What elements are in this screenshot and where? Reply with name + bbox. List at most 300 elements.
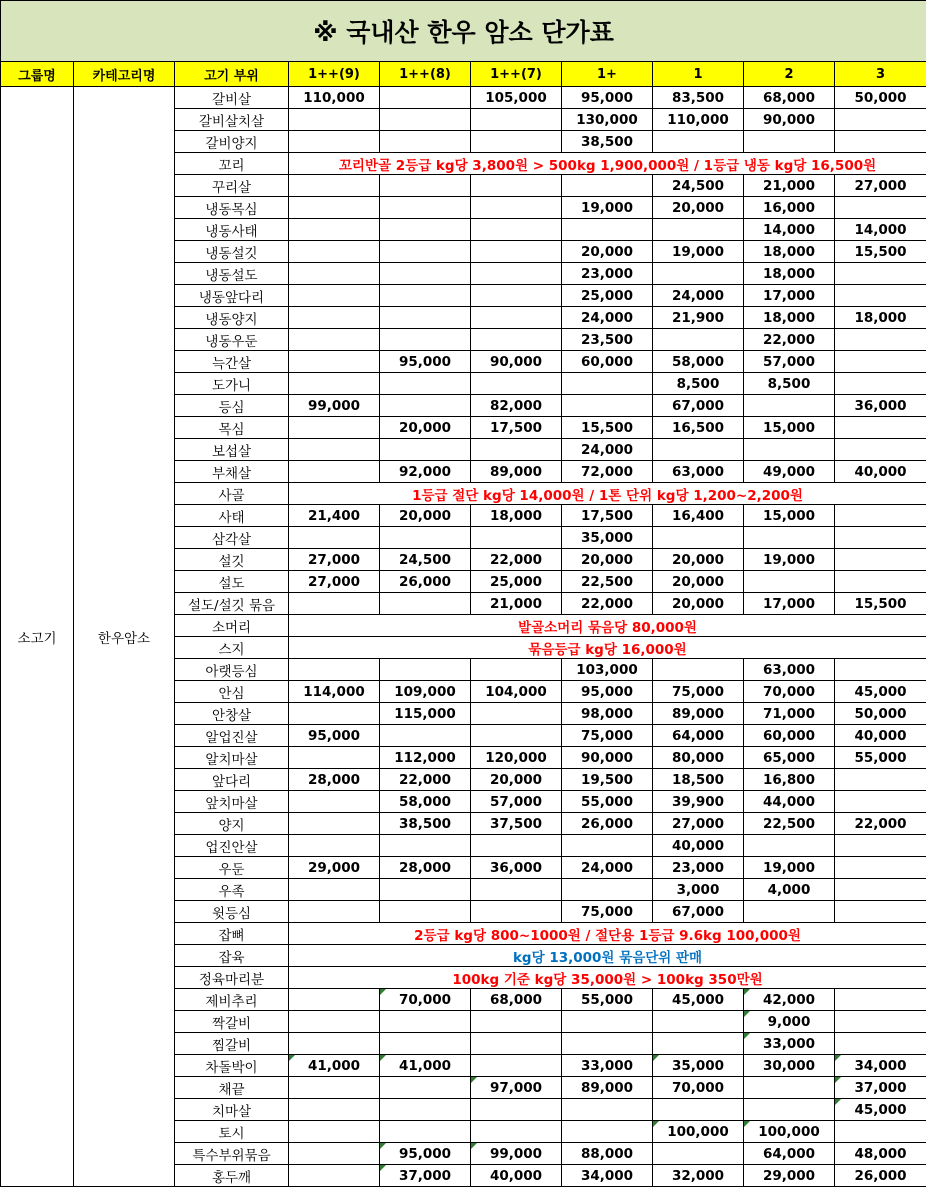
price-cell — [835, 989, 926, 1011]
price-cell: 130,000 — [562, 109, 653, 131]
price-cell: 20,000 — [562, 549, 653, 571]
price-cell — [380, 1077, 471, 1099]
part-cell: 냉동설깃 — [175, 241, 289, 263]
part-cell: 보섭살 — [175, 439, 289, 461]
price-cell: 90,000 — [744, 109, 835, 131]
price-cell: 21,000 — [471, 593, 562, 615]
price-cell: 89,000 — [653, 703, 744, 725]
part-cell: 냉동사태 — [175, 219, 289, 241]
price-cell — [653, 1143, 744, 1165]
price-cell: 15,500 — [835, 593, 926, 615]
price-cell: 18,000 — [471, 505, 562, 527]
price-cell — [835, 879, 926, 901]
price-cell: 16,500 — [653, 417, 744, 439]
price-cell: 38,500 — [562, 131, 653, 153]
price-cell — [471, 703, 562, 725]
price-cell — [471, 1033, 562, 1055]
price-cell: 34,000 — [562, 1165, 653, 1187]
price-cell: 20,000 — [380, 505, 471, 527]
price-cell: 41,000 — [380, 1055, 471, 1077]
price-cell: 8,500 — [744, 373, 835, 395]
price-cell: 34,000 — [835, 1055, 926, 1077]
part-cell: 아랫등심 — [175, 659, 289, 681]
part-cell: 치마살 — [175, 1099, 289, 1121]
price-cell — [289, 527, 380, 549]
part-cell: 설도 — [175, 571, 289, 593]
price-cell — [471, 901, 562, 923]
price-cell: 20,000 — [653, 549, 744, 571]
price-cell: 15,000 — [744, 505, 835, 527]
price-cell: 64,000 — [744, 1143, 835, 1165]
header-row — [1, 62, 926, 87]
price-cell: 30,000 — [744, 1055, 835, 1077]
price-cell — [835, 351, 926, 373]
part-cell: 스지 — [175, 637, 289, 659]
price-cell: 57,000 — [471, 791, 562, 813]
price-cell: 70,000 — [744, 681, 835, 703]
price-cell: 112,000 — [380, 747, 471, 769]
price-cell — [653, 659, 744, 681]
price-cell — [835, 109, 926, 131]
part-cell: 냉동앞다리 — [175, 285, 289, 307]
price-cell — [289, 417, 380, 439]
price-cell: 45,000 — [835, 1099, 926, 1121]
price-cell — [835, 527, 926, 549]
price-cell: 95,000 — [562, 681, 653, 703]
price-cell — [380, 1121, 471, 1143]
price-cell — [380, 593, 471, 615]
part-cell: 늑간살 — [175, 351, 289, 373]
price-cell: 18,000 — [744, 263, 835, 285]
price-cell — [289, 1165, 380, 1187]
price-cell — [653, 1033, 744, 1055]
price-cell — [471, 879, 562, 901]
price-cell: 63,000 — [744, 659, 835, 681]
price-cell — [653, 219, 744, 241]
price-cell — [471, 241, 562, 263]
part-cell: 냉동양지 — [175, 307, 289, 329]
price-cell — [380, 835, 471, 857]
price-cell: 19,000 — [744, 857, 835, 879]
price-cell: 63,000 — [653, 461, 744, 483]
price-cell — [835, 505, 926, 527]
price-cell: 89,000 — [471, 461, 562, 483]
price-cell — [471, 285, 562, 307]
price-cell: 95,000 — [289, 725, 380, 747]
price-cell — [471, 175, 562, 197]
price-cell: 55,000 — [562, 989, 653, 1011]
price-cell — [835, 373, 926, 395]
price-cell — [835, 571, 926, 593]
price-cell: 70,000 — [653, 1077, 744, 1099]
price-cell — [289, 219, 380, 241]
price-cell: 19,000 — [562, 197, 653, 219]
price-cell — [835, 439, 926, 461]
price-cell: 22,500 — [562, 571, 653, 593]
price-cell — [380, 725, 471, 747]
price-cell — [653, 527, 744, 549]
part-cell: 정육마리분 — [175, 967, 289, 989]
part-cell: 앞치마살 — [175, 791, 289, 813]
price-cell: 100,000 — [744, 1121, 835, 1143]
price-cell: 55,000 — [835, 747, 926, 769]
price-cell: 20,000 — [653, 593, 744, 615]
column-header: 1 — [653, 62, 744, 87]
price-cell — [471, 439, 562, 461]
price-cell — [835, 417, 926, 439]
price-cell — [562, 1033, 653, 1055]
price-cell: 21,000 — [744, 175, 835, 197]
price-cell: 36,000 — [835, 395, 926, 417]
price-cell: 70,000 — [380, 989, 471, 1011]
price-cell: 65,000 — [744, 747, 835, 769]
price-cell: 20,000 — [380, 417, 471, 439]
part-cell: 삼각살 — [175, 527, 289, 549]
price-cell — [289, 813, 380, 835]
price-cell — [653, 439, 744, 461]
price-cell — [562, 879, 653, 901]
column-header: 1+ — [562, 62, 653, 87]
price-cell — [380, 285, 471, 307]
price-cell: 49,000 — [744, 461, 835, 483]
price-cell — [380, 109, 471, 131]
part-cell: 꼬리 — [175, 153, 289, 175]
price-cell: 98,000 — [562, 703, 653, 725]
part-cell: 안심 — [175, 681, 289, 703]
price-cell: 45,000 — [653, 989, 744, 1011]
price-cell: 40,000 — [653, 835, 744, 857]
price-cell: 24,000 — [562, 307, 653, 329]
part-cell: 설도/설깃 묶음 — [175, 593, 289, 615]
part-cell: 설깃 — [175, 549, 289, 571]
price-cell — [380, 439, 471, 461]
price-cell: 40,000 — [835, 725, 926, 747]
part-cell: 알치마살 — [175, 747, 289, 769]
price-cell — [289, 109, 380, 131]
price-cell: 99,000 — [471, 1143, 562, 1165]
part-cell: 짝갈비 — [175, 1011, 289, 1033]
price-cell — [289, 989, 380, 1011]
price-cell: 4,000 — [744, 879, 835, 901]
price-cell: 18,000 — [744, 241, 835, 263]
price-cell — [289, 307, 380, 329]
price-cell — [289, 329, 380, 351]
part-cell: 사골 — [175, 483, 289, 505]
price-cell — [289, 1143, 380, 1165]
price-cell — [835, 1033, 926, 1055]
page-title: ※ 국내산 한우 암소 단가표 — [1, 1, 926, 62]
price-cell: 17,000 — [744, 593, 835, 615]
price-cell: 18,000 — [744, 307, 835, 329]
price-cell: 109,000 — [380, 681, 471, 703]
price-cell — [471, 1099, 562, 1121]
price-cell: 27,000 — [835, 175, 926, 197]
part-cell: 토시 — [175, 1121, 289, 1143]
price-cell: 67,000 — [653, 395, 744, 417]
note-cell: 묶음등급 kg당 16,000원 — [289, 637, 926, 659]
part-cell: 차돌박이 — [175, 1055, 289, 1077]
price-cell: 20,000 — [471, 769, 562, 791]
part-cell: 앞다리 — [175, 769, 289, 791]
price-cell — [835, 263, 926, 285]
part-cell: 목심 — [175, 417, 289, 439]
price-cell — [835, 197, 926, 219]
price-cell — [835, 1121, 926, 1143]
price-cell — [289, 461, 380, 483]
price-cell: 110,000 — [289, 87, 380, 109]
category-cell: 한우암소 — [74, 87, 175, 1187]
price-cell: 89,000 — [562, 1077, 653, 1099]
price-cell: 50,000 — [835, 87, 926, 109]
price-cell — [289, 1033, 380, 1055]
price-cell — [380, 175, 471, 197]
price-cell — [380, 1011, 471, 1033]
price-cell — [562, 373, 653, 395]
price-cell — [380, 901, 471, 923]
part-cell: 꾸리살 — [175, 175, 289, 197]
price-cell: 104,000 — [471, 681, 562, 703]
price-cell — [380, 1033, 471, 1055]
part-cell: 우족 — [175, 879, 289, 901]
price-cell — [471, 1121, 562, 1143]
price-cell — [380, 263, 471, 285]
price-cell: 19,000 — [744, 549, 835, 571]
price-cell — [562, 1011, 653, 1033]
price-cell — [380, 395, 471, 417]
price-cell — [744, 901, 835, 923]
price-cell — [289, 1099, 380, 1121]
price-cell: 16,800 — [744, 769, 835, 791]
price-cell: 71,000 — [744, 703, 835, 725]
price-cell: 9,000 — [744, 1011, 835, 1033]
note-cell: 발골소머리 묶음당 80,000원 — [289, 615, 926, 637]
price-cell: 26,000 — [562, 813, 653, 835]
price-cell: 40,000 — [471, 1165, 562, 1187]
part-cell: 안창살 — [175, 703, 289, 725]
price-cell: 68,000 — [744, 87, 835, 109]
price-cell: 21,900 — [653, 307, 744, 329]
price-cell: 64,000 — [653, 725, 744, 747]
price-cell — [289, 703, 380, 725]
price-cell: 80,000 — [653, 747, 744, 769]
price-cell: 103,000 — [562, 659, 653, 681]
price-cell — [744, 835, 835, 857]
price-cell: 99,000 — [289, 395, 380, 417]
price-cell — [744, 131, 835, 153]
price-cell: 17,000 — [744, 285, 835, 307]
price-cell: 33,000 — [562, 1055, 653, 1077]
price-cell: 58,000 — [653, 351, 744, 373]
part-cell: 채끝 — [175, 1077, 289, 1099]
table-row — [1, 87, 926, 109]
price-cell — [835, 131, 926, 153]
price-cell: 27,000 — [653, 813, 744, 835]
price-cell: 15,000 — [744, 417, 835, 439]
part-cell: 윗등심 — [175, 901, 289, 923]
price-cell: 3,000 — [653, 879, 744, 901]
price-cell — [744, 571, 835, 593]
price-cell — [744, 527, 835, 549]
price-cell: 35,000 — [562, 527, 653, 549]
price-cell — [289, 241, 380, 263]
price-cell: 26,000 — [380, 571, 471, 593]
price-cell — [380, 197, 471, 219]
part-cell: 홍두깨 — [175, 1165, 289, 1187]
price-cell: 25,000 — [471, 571, 562, 593]
price-cell — [835, 901, 926, 923]
price-cell: 37,000 — [380, 1165, 471, 1187]
column-header: 고기 부위 — [175, 62, 289, 87]
part-cell: 갈비양지 — [175, 131, 289, 153]
price-cell — [289, 1121, 380, 1143]
price-cell — [744, 1077, 835, 1099]
part-cell: 업진안살 — [175, 835, 289, 857]
part-cell: 냉동우둔 — [175, 329, 289, 351]
price-cell: 22,000 — [380, 769, 471, 791]
part-cell: 소머리 — [175, 615, 289, 637]
price-cell: 19,500 — [562, 769, 653, 791]
price-cell — [289, 263, 380, 285]
price-cell: 40,000 — [835, 461, 926, 483]
price-cell: 90,000 — [471, 351, 562, 373]
price-cell: 24,000 — [562, 857, 653, 879]
price-cell: 23,000 — [653, 857, 744, 879]
price-cell — [653, 263, 744, 285]
price-cell — [380, 1099, 471, 1121]
price-cell: 33,000 — [744, 1033, 835, 1055]
price-cell — [380, 373, 471, 395]
price-cell: 18,000 — [835, 307, 926, 329]
price-cell: 35,000 — [653, 1055, 744, 1077]
price-cell: 27,000 — [289, 571, 380, 593]
price-cell — [289, 1011, 380, 1033]
price-cell: 55,000 — [562, 791, 653, 813]
price-cell — [653, 131, 744, 153]
price-cell — [380, 307, 471, 329]
price-cell: 8,500 — [653, 373, 744, 395]
column-header: 1++(8) — [380, 62, 471, 87]
price-cell: 15,500 — [562, 417, 653, 439]
price-cell — [835, 769, 926, 791]
price-cell: 115,000 — [380, 703, 471, 725]
price-cell — [471, 131, 562, 153]
price-cell — [289, 439, 380, 461]
price-cell: 105,000 — [471, 87, 562, 109]
price-cell: 75,000 — [562, 901, 653, 923]
price-cell: 44,000 — [744, 791, 835, 813]
note-cell: 꼬리반골 2등급 kg당 3,800원 > 500kg 1,900,000원 / 1등급 냉동 kg당 16,500원 — [289, 153, 926, 175]
price-cell — [471, 1055, 562, 1077]
price-cell — [744, 1099, 835, 1121]
part-cell: 사태 — [175, 505, 289, 527]
price-cell — [380, 241, 471, 263]
price-cell — [835, 1011, 926, 1033]
price-cell: 29,000 — [744, 1165, 835, 1187]
price-cell: 24,000 — [562, 439, 653, 461]
price-cell: 24,500 — [380, 549, 471, 571]
part-cell: 양지 — [175, 813, 289, 835]
price-cell — [289, 593, 380, 615]
price-cell: 42,000 — [744, 989, 835, 1011]
column-header: 3 — [835, 62, 926, 87]
price-cell: 28,000 — [289, 769, 380, 791]
group-cell: 소고기 — [1, 87, 74, 1187]
price-cell — [289, 197, 380, 219]
price-cell: 68,000 — [471, 989, 562, 1011]
price-cell: 37,000 — [835, 1077, 926, 1099]
price-cell: 20,000 — [653, 197, 744, 219]
price-cell — [289, 879, 380, 901]
price-cell — [562, 835, 653, 857]
price-cell: 26,000 — [835, 1165, 926, 1187]
price-cell: 22,000 — [744, 329, 835, 351]
column-header: 그룹명 — [1, 62, 74, 87]
price-cell — [289, 131, 380, 153]
price-cell: 88,000 — [562, 1143, 653, 1165]
price-cell: 37,500 — [471, 813, 562, 835]
price-cell: 16,400 — [653, 505, 744, 527]
price-cell: 15,500 — [835, 241, 926, 263]
price-cell: 24,000 — [653, 285, 744, 307]
price-cell — [471, 527, 562, 549]
price-cell: 23,500 — [562, 329, 653, 351]
price-cell — [380, 131, 471, 153]
part-cell: 우둔 — [175, 857, 289, 879]
price-cell: 120,000 — [471, 747, 562, 769]
price-cell — [471, 219, 562, 241]
column-header: 1++(7) — [471, 62, 562, 87]
price-cell: 82,000 — [471, 395, 562, 417]
price-cell — [380, 527, 471, 549]
price-cell: 14,000 — [744, 219, 835, 241]
price-cell — [289, 175, 380, 197]
price-cell: 29,000 — [289, 857, 380, 879]
price-cell: 90,000 — [562, 747, 653, 769]
price-cell: 72,000 — [562, 461, 653, 483]
price-cell — [471, 1011, 562, 1033]
price-cell: 18,500 — [653, 769, 744, 791]
price-cell — [380, 879, 471, 901]
price-cell: 58,000 — [380, 791, 471, 813]
price-cell: 110,000 — [653, 109, 744, 131]
price-cell — [653, 329, 744, 351]
price-cell: 39,900 — [653, 791, 744, 813]
part-cell: 도가니 — [175, 373, 289, 395]
price-cell: 48,000 — [835, 1143, 926, 1165]
price-cell: 22,000 — [562, 593, 653, 615]
price-cell — [835, 329, 926, 351]
price-cell — [835, 835, 926, 857]
part-cell: 냉동목심 — [175, 197, 289, 219]
part-cell: 특수부위묶음 — [175, 1143, 289, 1165]
price-cell — [471, 109, 562, 131]
price-cell — [471, 197, 562, 219]
price-cell — [380, 329, 471, 351]
price-cell: 75,000 — [562, 725, 653, 747]
price-cell: 17,500 — [562, 505, 653, 527]
price-cell — [471, 659, 562, 681]
price-cell — [380, 219, 471, 241]
part-cell: 잡육 — [175, 945, 289, 967]
part-cell: 냉동설도 — [175, 263, 289, 285]
price-cell — [289, 747, 380, 769]
part-cell: 찜갈비 — [175, 1033, 289, 1055]
price-cell — [289, 1077, 380, 1099]
note-cell: kg당 13,000원 묶음단위 판매 — [289, 945, 926, 967]
price-cell — [653, 1099, 744, 1121]
price-cell — [380, 659, 471, 681]
part-cell: 부채살 — [175, 461, 289, 483]
